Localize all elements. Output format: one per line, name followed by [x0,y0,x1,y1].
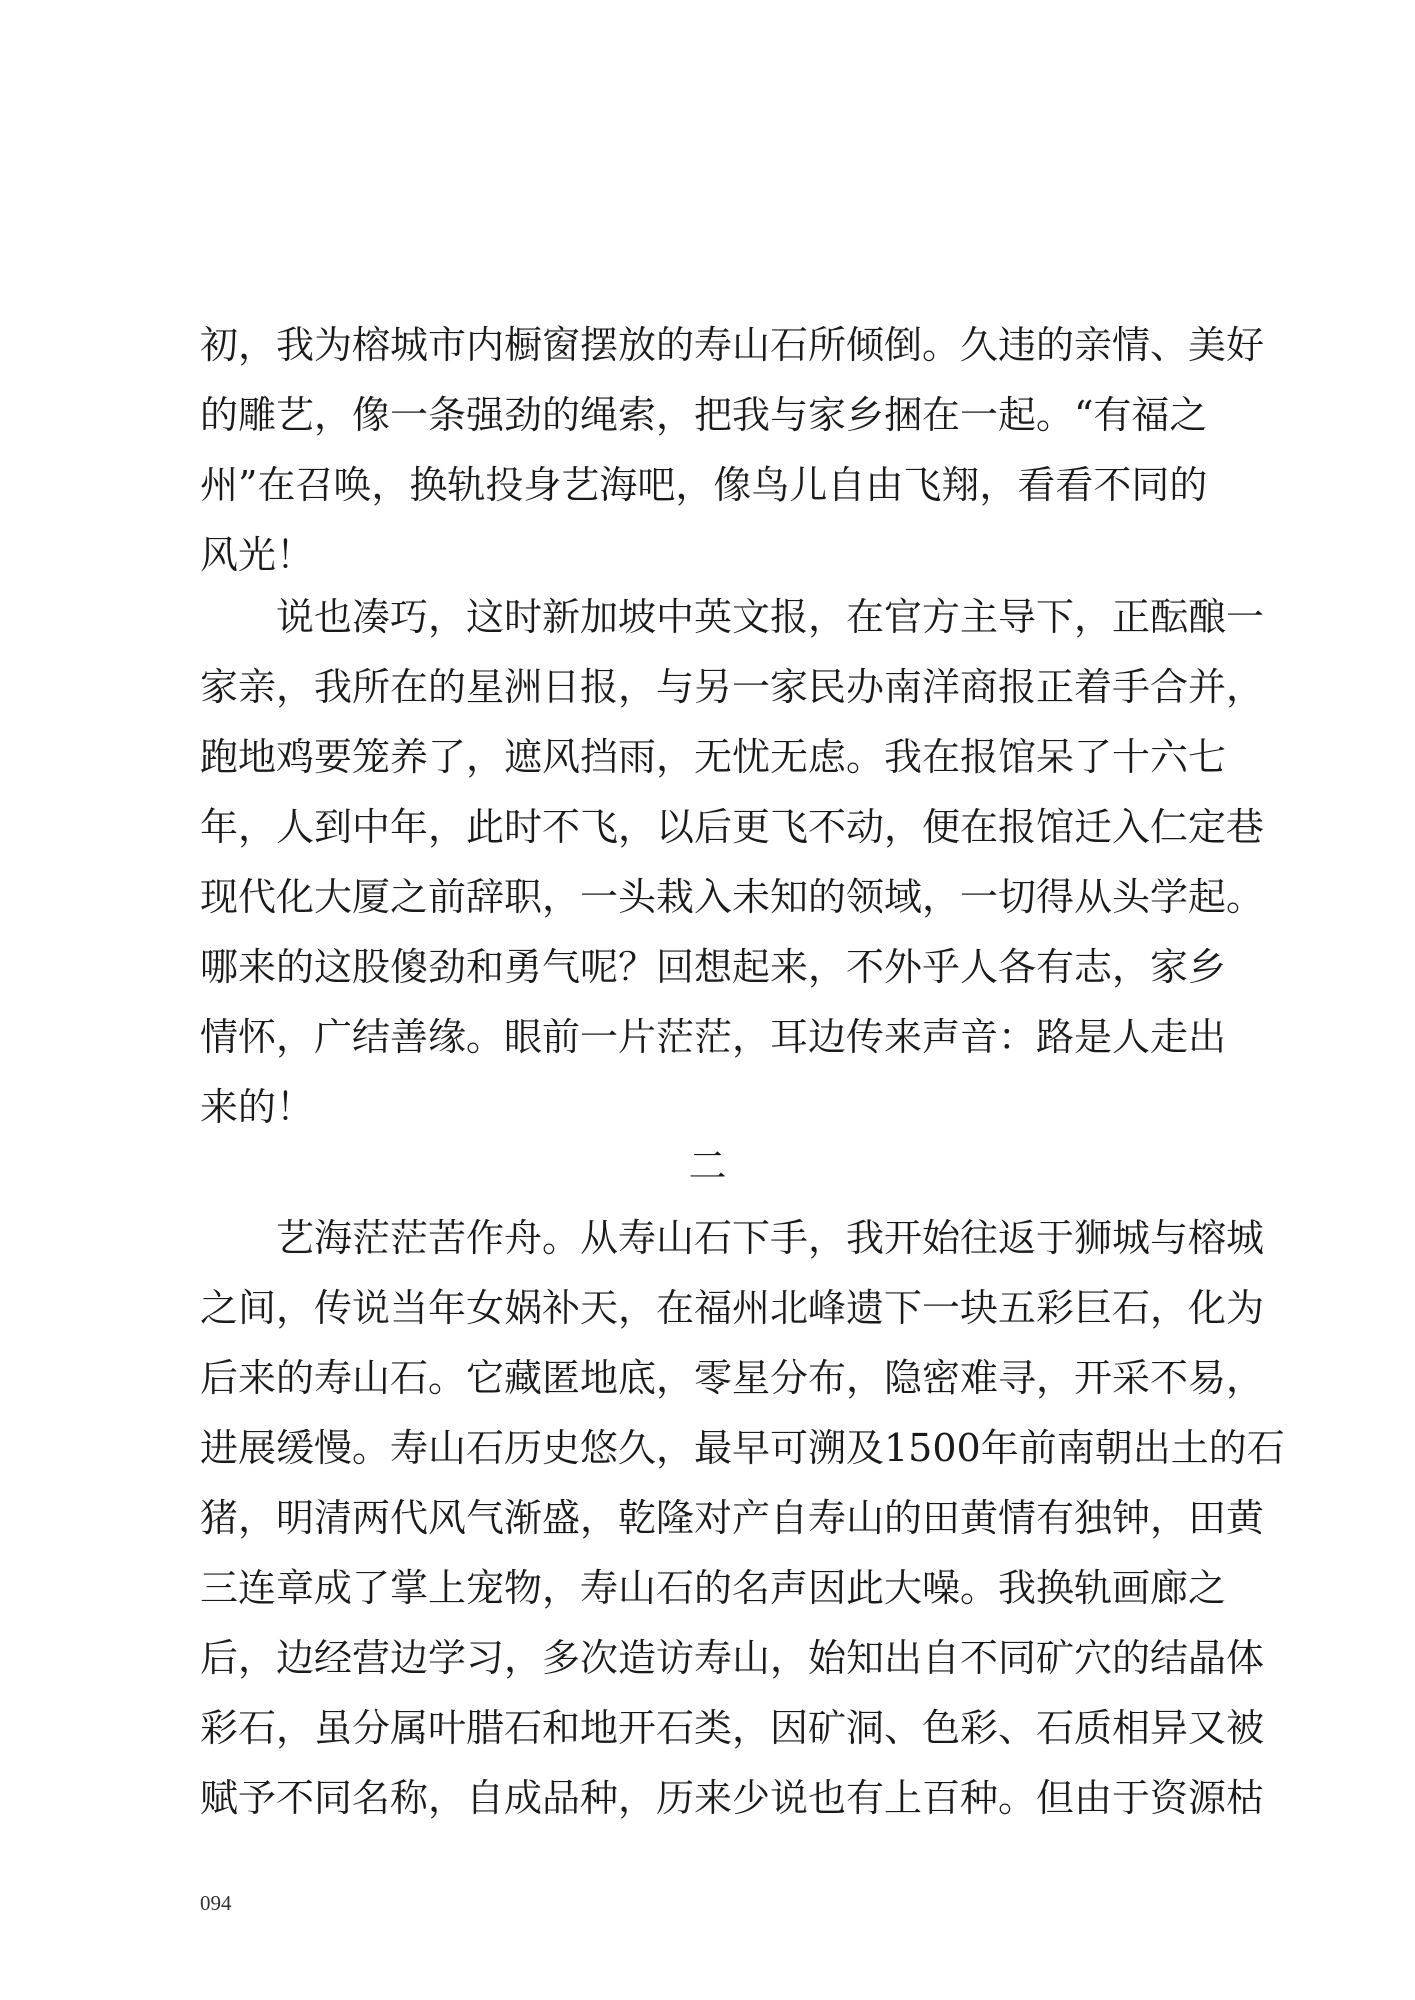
paragraph-line: 说也凑巧，这时新加坡中英文报，在官方主导下，正酝酿一 [200,595,1265,639]
page-number: 094 [200,1891,232,1915]
paragraph-line: 后，边经营边学习，多次造访寿山，始知出自不同矿穴的结晶体 [200,1636,1265,1680]
paragraph-line: 艺海茫茫苦作舟。从寿山石下手，我开始往返于狮城与榕城 [200,1216,1265,1260]
section-heading: 二 [688,1144,727,1188]
paragraph-line: 猪，明清两代风气渐盛，乾隆对产自寿山的田黄情有独钟，田黄 [200,1496,1265,1540]
paragraph-line: 三连章成了掌上宠物，寿山石的名声因此大噪。我换轨画廊之 [200,1566,1227,1610]
paragraph-line: 来的！ [200,1085,315,1129]
paragraph-line: 家亲，我所在的星洲日报，与另一家民办南洋商报正着手合并， [200,665,1265,709]
paragraph-line: 哪来的这股傻劲和勇气呢？回想起来，不外乎人各有志，家乡 [200,945,1227,989]
paragraph-line: 州”在召唤，换轨投身艺海吧，像鸟儿自由飞翔，看看不同的 [200,463,1208,507]
paragraph-line: 彩石，虽分属叶腊石和地开石类，因矿洞、色彩、石质相异又被 [200,1706,1265,1750]
paragraph-line: 年，人到中年，此时不飞，以后更飞不动，便在报馆迁入仁定巷 [200,805,1265,849]
paragraph-line: 赋予不同名称，自成品种，历来少说也有上百种。但由于资源枯 [200,1776,1265,1820]
paragraph-3 [200,1203,1285,1833]
paragraph-line: 后来的寿山石。它藏匿地底，零星分布，隐密难寻，开采不易， [200,1356,1265,1400]
paragraph-line: 进展缓慢。寿山石历史悠久，最早可溯及1500年前南朝出土的石 [200,1426,1285,1470]
paragraph-line: 之间，传说当年女娲补天，在福州北峰遗下一块五彩巨石，化为 [200,1286,1265,1330]
paragraph-line: 初，我为榕城市内橱窗摆放的寿山石所倾倒。久违的亲情、美好 [200,323,1265,367]
paragraph-2 [200,582,1265,1142]
paragraph-line: 情怀，广结善缘。眼前一片茫茫，耳边传来声音：路是人走出 [200,1015,1227,1059]
paragraph-line: 的雕艺，像一条强劲的绳索，把我与家乡捆在一起。“有福之 [200,393,1208,437]
paragraph-1 [200,310,1265,590]
paragraph-line: 风光！ [200,533,315,577]
paragraph-line: 现代化大厦之前辞职，一头栽入未知的领域，一切得从头学起。 [200,875,1265,919]
paragraph-line: 跑地鸡要笼养了，遮风挡雨，无忧无虑。我在报馆呆了十六七 [200,735,1227,779]
